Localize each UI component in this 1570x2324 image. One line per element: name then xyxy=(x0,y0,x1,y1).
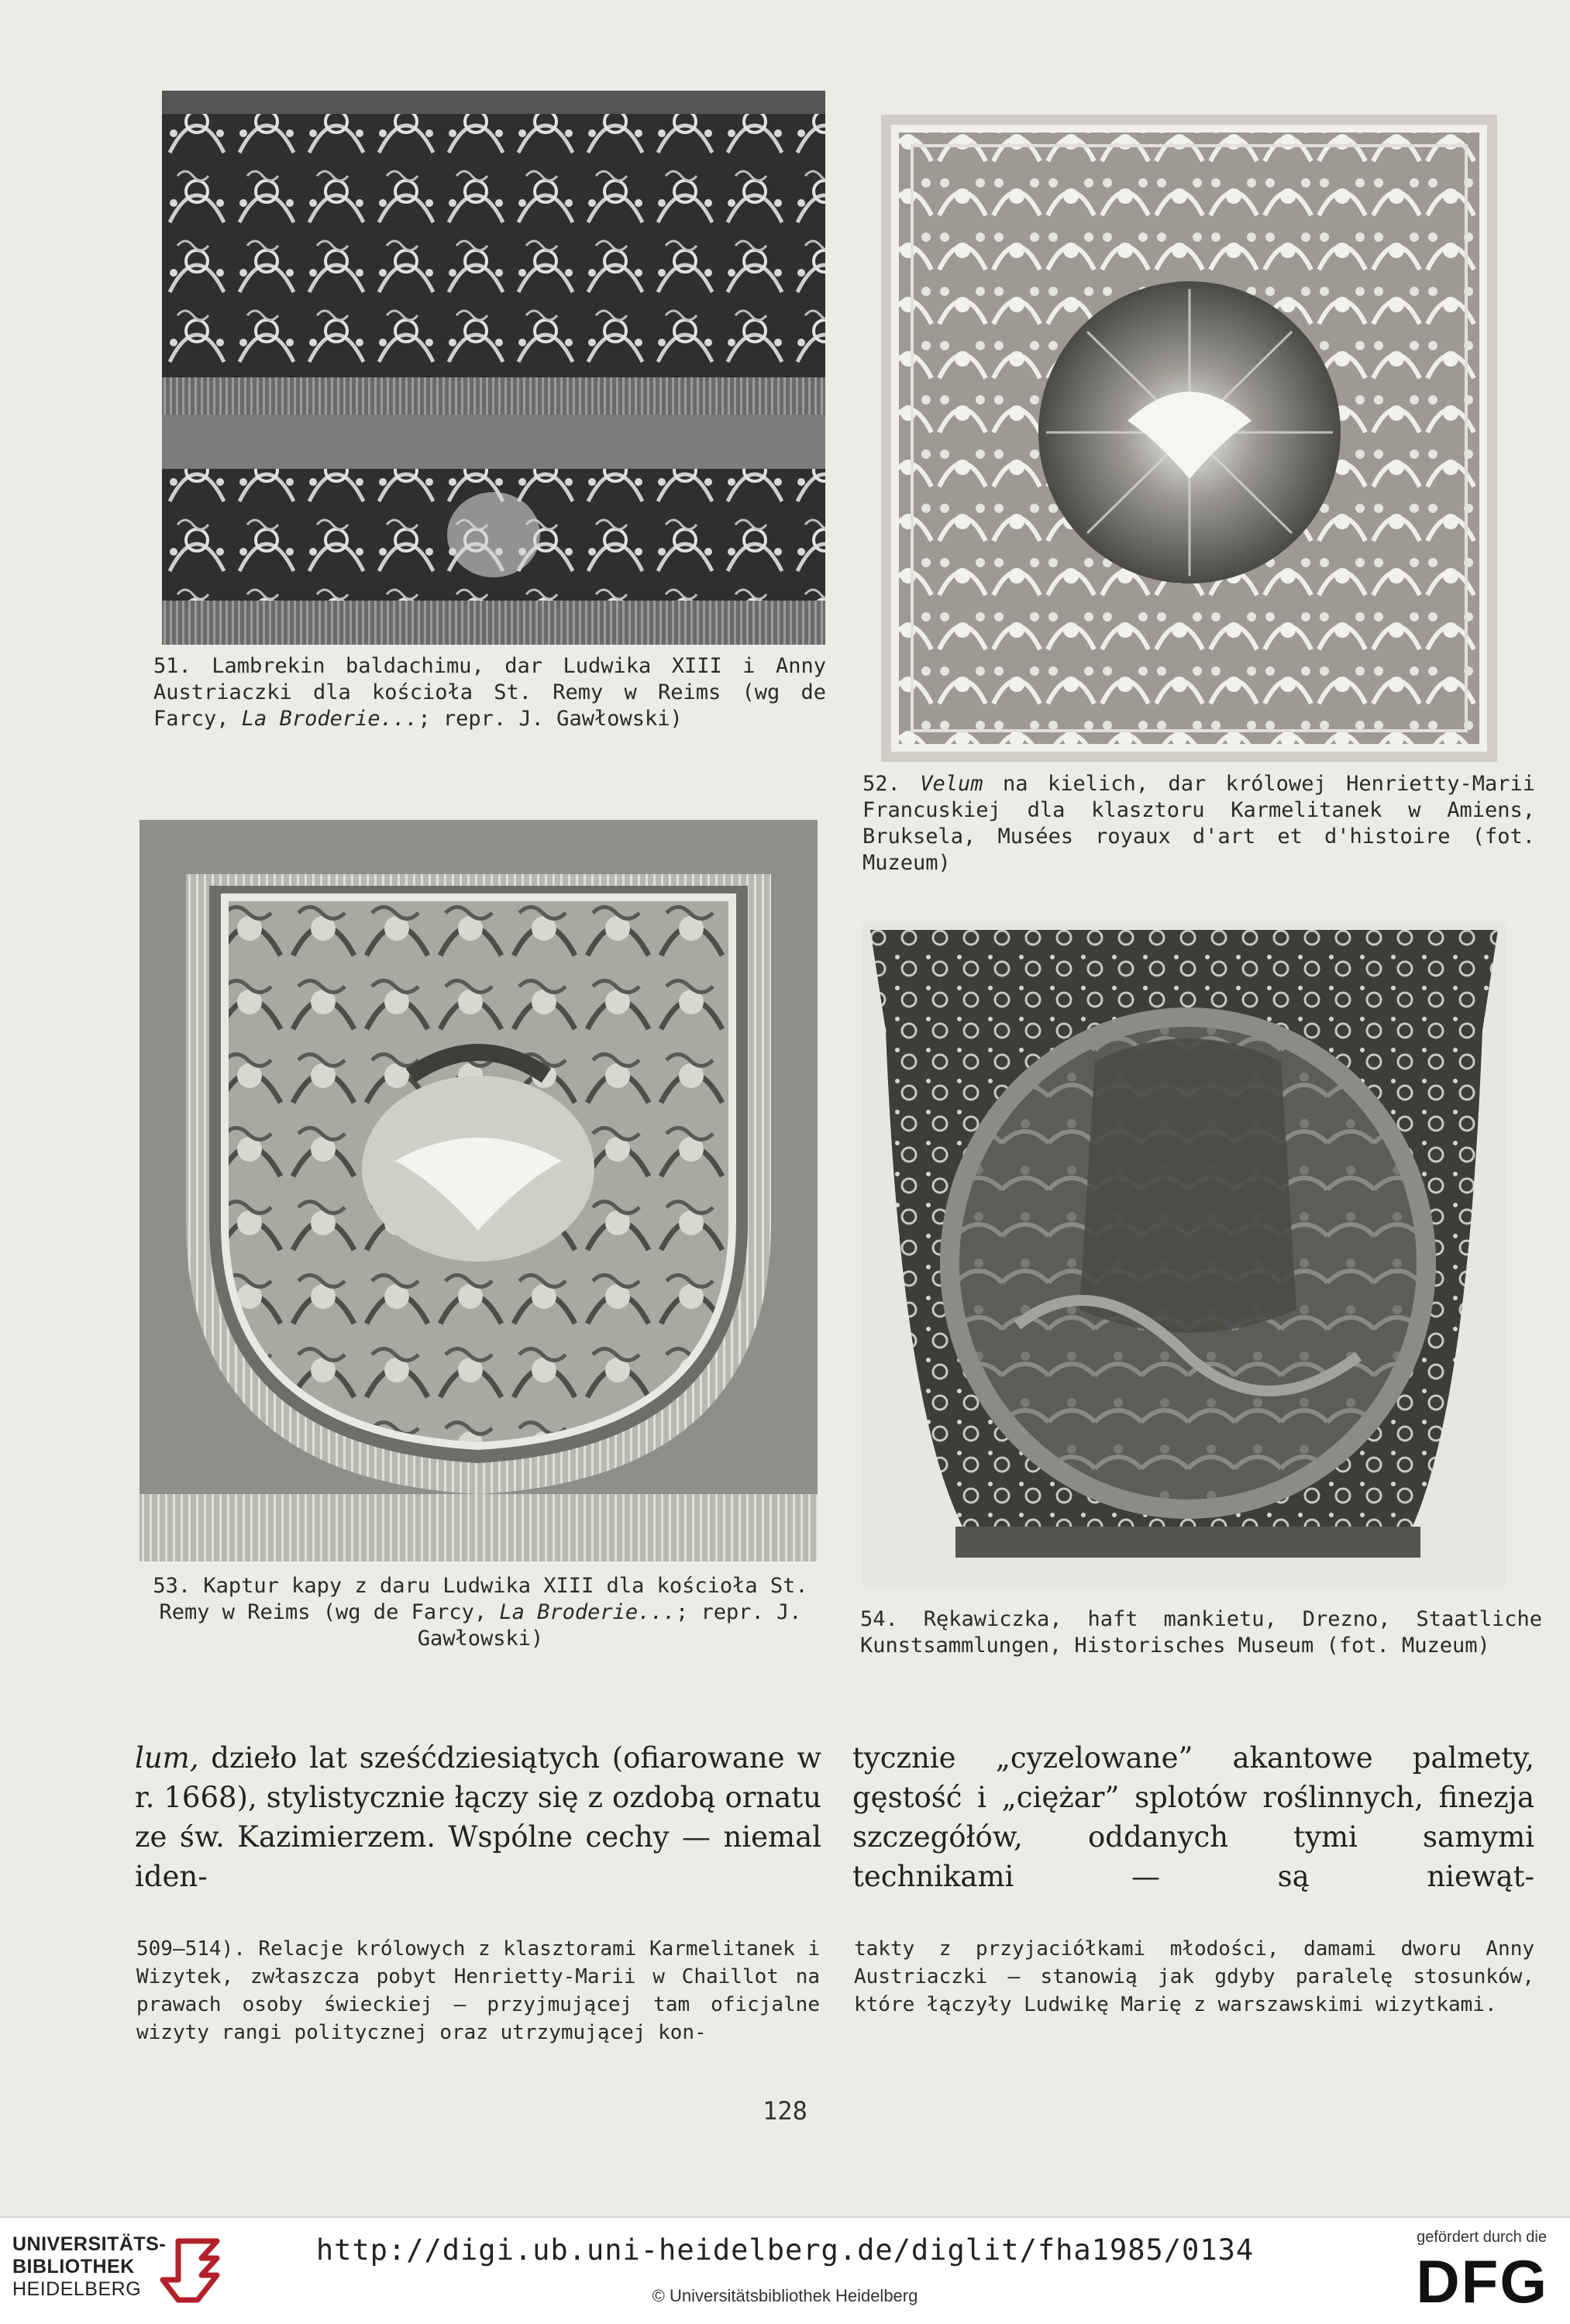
dfg-logo[interactable]: DFG xyxy=(1416,2247,1548,2315)
page-number: 128 xyxy=(763,2096,807,2126)
figure-53-photo xyxy=(139,820,818,1561)
viewer-footer xyxy=(0,2216,1570,2324)
library-name[interactable]: UNIVERSITÄTS- BIBLIOTHEK HEIDELBERG xyxy=(12,2233,167,2300)
permalink-url[interactable]: http://digi.ub.uni-heidelberg.de/diglit/fha1985/0134 xyxy=(315,2233,1255,2267)
figure-52-caption: 52. Velum na kielich, dar królowej Henrietty-Marii Francuskiej dla klasztoru Karmelitanek w Amiens, Bruksela, Musées royaux d'art et d'histoire (fot. Muzeum) xyxy=(862,772,1535,875)
copyright-notice: © Universitätsbibliothek Heidelberg xyxy=(652,2286,918,2305)
figure-53-caption: 53. Kaptur kapy z daru Ludwika XIII dla kościoła St. Remy w Reims (wg de Farcy, La Broderie...; repr. J. Gawłowski) xyxy=(153,1574,808,1651)
body-text-right: tycznie „cyzelowane” akantowe palmety, gęstość i „ciężar” splotów roślinnych, finezja szczegółów, oddanych tymi samymi technikami — są niewąt- xyxy=(852,1741,1534,1893)
figure-54-photo xyxy=(862,922,1506,1587)
figure-52-photo xyxy=(881,115,1497,762)
funder-label: gefördert durch die xyxy=(1417,2229,1547,2246)
note-text-left: 509—514). Relacje królowych z klasztorami Karmelitanek i Wizytek, zwłaszcza pobyt Henrietty-Marii w Chaillot na prawach osoby świeckiej — przyjmującej tam oficjalne wizyty rangi politycznej oraz utrzymującej kon- xyxy=(136,1937,820,2044)
figure-51-caption: 51. Lambrekin baldachimu, dar Ludwika XIII i Anny Austriaczki dla kościoła St. Remy w Reims (wg de Farcy, La Broderie...; repr. J. Gawłowski) xyxy=(153,654,826,731)
note-text-right: takty z przyjaciółkami młodości, damami dworu Anny Austriaczki — stanowią jak gdyby paralelę stosunków, które łączyły Ludwikę Marię z warszawskimi wizytkami. xyxy=(854,1937,1534,2016)
figure-54-caption: 54. Rękawiczka, haft mankietu, Drezno, Staatliche Kunstsammlungen, Historisches Museum (fot. Muzeum) xyxy=(860,1607,1542,1658)
figure-51-photo xyxy=(162,91,825,645)
body-text-left: lum, dzieło lat sześćdziesiątych (ofiarowane w r. 1668), stylistycznie łączy się z ozdobą ornatu ze św. Kazimierzem. Wspólne cechy — niemal iden- xyxy=(135,1741,821,1893)
